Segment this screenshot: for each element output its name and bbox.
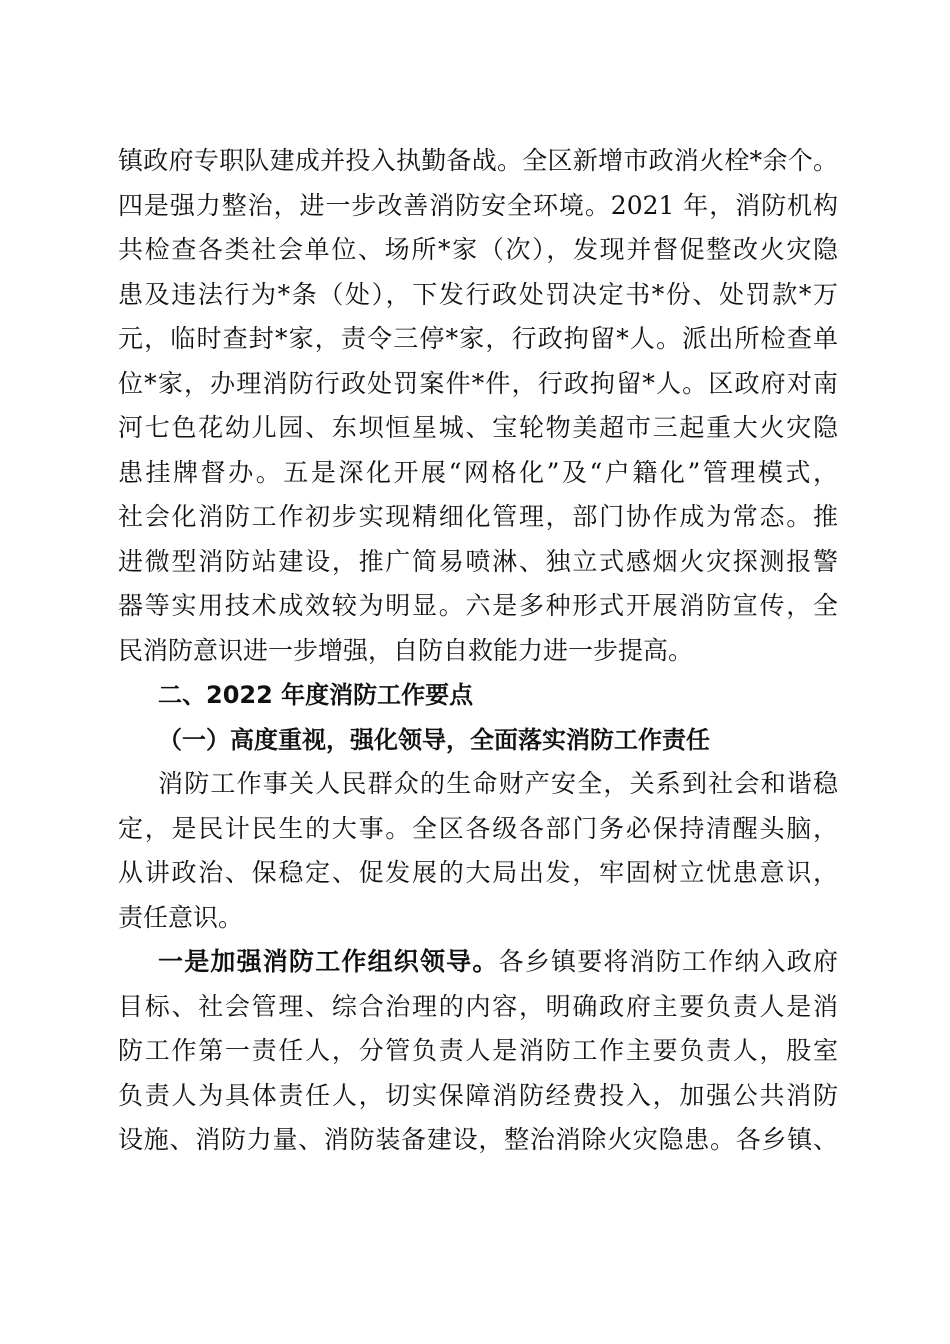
text-line: 器等实用技术成效较为明显。六是多种形式开展消防宣传，全 (118, 591, 838, 620)
text-line: 责任意识。 (118, 902, 244, 932)
text-line: 民消防意识进一步增强，自防自救能力进一步提高。 (118, 635, 694, 665)
text-line: 设施、消防力量、消防装备建设，整治消除火灾隐患。各乡镇、 (118, 1125, 838, 1154)
text-line: 目标、社会管理、综合治理的内容，明确政府主要负责人是消 (118, 991, 838, 1021)
intro-paragraph (118, 139, 838, 673)
paragraph-lead-sentence: 一是加强消防工作组织领导。 (158, 947, 499, 976)
text-line: 防工作第一责任人，分管负责人是消防工作主要负责人，股室 (118, 1036, 838, 1065)
text-run: 各乡镇要将消防工作纳入政府 (498, 947, 838, 976)
text-line: 四是强力整治，进一步改善消防安全环境。2021 年，消防机构 (118, 190, 838, 220)
text-line: 共检查各类社会单位、场所*家（次），发现并督促整改火灾隐 (118, 235, 838, 264)
text-line: 社会化消防工作初步实现精细化管理，部门协作成为常态。推 (118, 502, 838, 531)
paragraph-responsibility (118, 762, 838, 940)
text-line: 定，是民计民生的大事。全区各级各部门务必保持清醒头脑， (118, 813, 838, 843)
text-line: 河七色花幼儿园、东坝恒星城、宝轮物美超市三起重大火灾隐 (118, 413, 838, 442)
text-line: 患及违法行为*条（处），下发行政处罚决定书*份、处罚款*万 (118, 279, 838, 309)
subsection-heading: （一）高度重视，强化领导，全面落实消防工作责任 (158, 724, 710, 754)
document-body (118, 139, 838, 1163)
text-line: 位*家，办理消防行政处罚案件*件，行政拘留*人。区政府对南 (118, 368, 838, 398)
paragraph-organization (118, 940, 838, 1163)
section-heading: 二、2022 年度消防工作要点 (158, 681, 474, 709)
text-line (118, 940, 838, 985)
text-line: 消防工作事关人民群众的生命财产安全，关系到社会和谐稳 (158, 769, 838, 798)
text-line: 从讲政治、保稳定、促发展的大局出发，牢固树立忧患意识， (118, 858, 838, 887)
text-line: 元，临时查封*家，责令三停*家，行政拘留*人。派出所检查单 (118, 324, 838, 353)
text-line: 负责人为具体责任人，切实保障消防经费投入，加强公共消防 (118, 1080, 838, 1110)
text-line: 进微型消防站建设，推广简易喷淋、独立式感烟火灾探测报警 (118, 546, 838, 576)
text-line: 患挂牌督办。五是深化开展“网格化”及“户籍化”管理模式， (118, 457, 838, 487)
text-line: 镇政府专职队建成并投入执勤备战。全区新增市政消火栓*余个。 (118, 146, 838, 175)
